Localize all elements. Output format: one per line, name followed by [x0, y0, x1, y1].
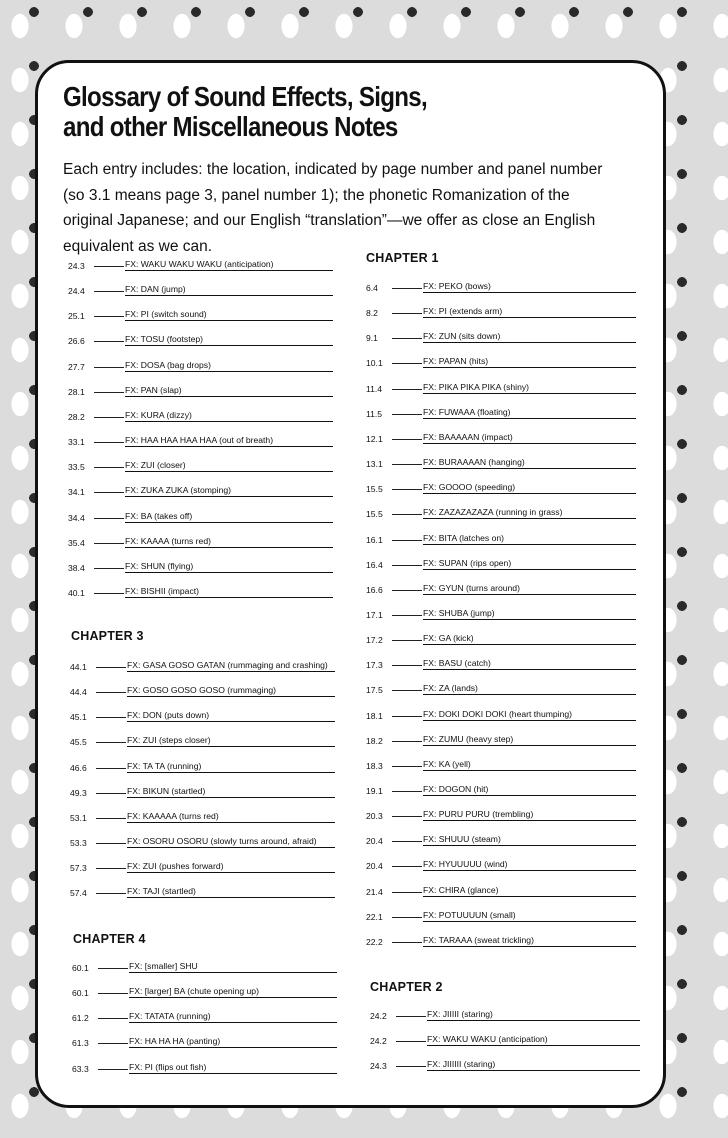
- entry-sound-effect: FX: ZA (lands): [423, 683, 636, 695]
- entry-page-ref: 27.7: [68, 361, 85, 372]
- glossary-entry: [366, 881, 636, 897]
- entry-leader-line: [94, 291, 124, 292]
- entry-sound-effect: FX: TAJI (startled): [127, 886, 335, 898]
- entry-leader-line: [94, 518, 124, 519]
- entry-page-ref: 20.4: [366, 836, 383, 847]
- glossary-entry: [366, 503, 636, 519]
- entry-page-ref: 13.1: [366, 459, 383, 470]
- entry-page-ref: 38.4: [68, 562, 85, 573]
- entry-sound-effect: FX: DOSA (bag drops): [125, 360, 333, 372]
- entry-leader-line: [98, 993, 128, 994]
- entry-sound-effect: FX: PI (extends arm): [423, 306, 636, 318]
- glossary-entry: [68, 356, 333, 372]
- entry-page-ref: 12.1: [366, 433, 383, 444]
- entry-leader-line: [392, 414, 422, 415]
- entry-page-ref: 15.5: [366, 484, 383, 495]
- entry-sound-effect: FX: ZUMU (heavy step): [423, 734, 636, 746]
- entry-page-ref: 18.2: [366, 735, 383, 746]
- entry-leader-line: [392, 866, 422, 867]
- entry-page-ref: 28.1: [68, 386, 85, 397]
- entry-sound-effect: FX: BURAAAAN (hanging): [423, 457, 636, 469]
- entry-sound-effect: FX: BA (takes off): [125, 511, 333, 523]
- entry-sound-effect: FX: DON (puts down): [127, 710, 335, 722]
- entry-sound-effect: FX: [smaller] SHU: [129, 961, 337, 973]
- entry-leader-line: [392, 766, 422, 767]
- entry-sound-effect: FX: WAKU WAKU WAKU (anticipation): [125, 259, 333, 271]
- entry-page-ref: 60.1: [72, 988, 89, 999]
- entry-leader-line: [392, 892, 422, 893]
- entry-sound-effect: FX: ZUI (steps closer): [127, 735, 335, 747]
- glossary-entry: [70, 832, 335, 848]
- entry-leader-line: [94, 266, 124, 267]
- entry-leader-line: [94, 367, 124, 368]
- entry-page-ref: 53.3: [70, 838, 87, 849]
- entry-page-ref: 9.1: [366, 333, 378, 344]
- glossary-entry: [68, 406, 333, 422]
- glossary-entry: [70, 706, 335, 722]
- entry-sound-effect: FX: SHUN (flying): [125, 561, 333, 573]
- entry-leader-line: [96, 893, 126, 894]
- entry-sound-effect: FX: DAN (jump): [125, 284, 333, 296]
- entry-sound-effect: FX: DOGON (hit): [423, 784, 636, 796]
- entry-leader-line: [94, 568, 124, 569]
- entry-sound-effect: FX: GASA GOSO GATAN (rummaging and crashing): [127, 660, 335, 672]
- entry-leader-line: [392, 590, 422, 591]
- entry-leader-line: [96, 818, 126, 819]
- entry-leader-line: [94, 316, 124, 317]
- entry-sound-effect: FX: PI (switch sound): [125, 309, 333, 321]
- entry-page-ref: 24.4: [68, 286, 85, 297]
- glossary-entry: [68, 330, 333, 346]
- glossary-entry: [366, 780, 636, 796]
- entry-page-ref: 28.2: [68, 411, 85, 422]
- entry-leader-line: [392, 816, 422, 817]
- entry-leader-line: [392, 363, 422, 364]
- entry-page-ref: 63.3: [72, 1063, 89, 1074]
- entry-sound-effect: FX: [larger] BA (chute opening up): [129, 986, 337, 998]
- entry-leader-line: [94, 392, 124, 393]
- entry-page-ref: 34.1: [68, 487, 85, 498]
- entry-sound-effect: FX: DOKI DOKI DOKI (heart thumping): [423, 709, 636, 721]
- entry-page-ref: 46.6: [70, 762, 87, 773]
- glossary-entry: [366, 830, 636, 846]
- entry-sound-effect: FX: PURU PURU (trembling): [423, 809, 636, 821]
- entry-leader-line: [98, 968, 128, 969]
- glossary-entry: [366, 629, 636, 645]
- entry-page-ref: 26.6: [68, 336, 85, 347]
- glossary-entry: [68, 582, 333, 598]
- entry-leader-line: [396, 1041, 426, 1042]
- entry-page-ref: 53.1: [70, 812, 87, 823]
- entry-leader-line: [94, 593, 124, 594]
- entry-page-ref: 33.5: [68, 462, 85, 473]
- glossary-entry: [370, 1030, 640, 1046]
- glossary-entry: [366, 453, 636, 469]
- entry-sound-effect: FX: BISHII (impact): [125, 586, 333, 598]
- glossary-entry: [68, 507, 333, 523]
- entry-leader-line: [392, 489, 422, 490]
- entry-leader-line: [392, 338, 422, 339]
- entry-sound-effect: FX: KAAAA (turns red): [125, 536, 333, 548]
- entry-page-ref: 18.3: [366, 760, 383, 771]
- entry-page-ref: 35.4: [68, 537, 85, 548]
- glossary-entry: [366, 529, 636, 545]
- glossary-entry: [366, 403, 636, 419]
- title-line-2: and other Miscellaneous Notes: [63, 111, 398, 142]
- glossary-entry: [68, 280, 333, 296]
- entry-leader-line: [392, 942, 422, 943]
- entry-leader-line: [96, 868, 126, 869]
- entry-leader-line: [98, 1043, 128, 1044]
- entry-sound-effect: FX: PAN (slap): [125, 385, 333, 397]
- entry-leader-line: [96, 768, 126, 769]
- entry-sound-effect: FX: BAAAAAN (impact): [423, 432, 636, 444]
- entry-sound-effect: FX: PEKO (bows): [423, 281, 636, 293]
- glossary-entry: [70, 731, 335, 747]
- entry-sound-effect: FX: KURA (dizzy): [125, 410, 333, 422]
- entry-leader-line: [94, 417, 124, 418]
- entry-page-ref: 61.3: [72, 1038, 89, 1049]
- entry-page-ref: 10.1: [366, 358, 383, 369]
- entry-page-ref: 17.3: [366, 660, 383, 671]
- glossary-entry: [72, 1007, 337, 1023]
- entry-sound-effect: FX: BITA (latches on): [423, 533, 636, 545]
- entry-page-ref: 60.1: [72, 963, 89, 973]
- entry-page-ref: 44.4: [70, 687, 87, 698]
- entry-leader-line: [392, 640, 422, 641]
- entry-sound-effect: FX: JIIIII (staring): [427, 1009, 640, 1021]
- entry-leader-line: [392, 841, 422, 842]
- glossary-entry: [366, 604, 636, 620]
- entry-page-ref: 33.1: [68, 437, 85, 448]
- glossary-entry: [366, 277, 636, 293]
- entry-leader-line: [94, 467, 124, 468]
- title-line-1: Glossary of Sound Effects, Signs,: [63, 81, 427, 112]
- entry-leader-line: [96, 793, 126, 794]
- glossary-entry: [72, 1032, 337, 1048]
- entry-page-ref: 8.2: [366, 308, 378, 319]
- glossary-entry: [366, 554, 636, 570]
- entry-sound-effect: FX: HA HA HA (panting): [129, 1036, 337, 1048]
- entry-page-ref: 16.1: [366, 534, 383, 545]
- glossary-entry: [366, 654, 636, 670]
- chapter-4-heading: CHAPTER 4: [73, 932, 146, 946]
- entry-page-ref: 24.2: [370, 1036, 387, 1047]
- entry-sound-effect: FX: HYUUUUU (wind): [423, 859, 636, 871]
- entry-leader-line: [392, 917, 422, 918]
- entry-leader-line: [392, 565, 422, 566]
- entry-page-ref: 57.4: [70, 888, 87, 899]
- entry-sound-effect: FX: ZUN (sits down): [423, 331, 636, 343]
- glossary-entry: [68, 557, 333, 573]
- entry-page-ref: 20.4: [366, 861, 383, 872]
- glossary-entry: [68, 431, 333, 447]
- entry-leader-line: [98, 1069, 128, 1070]
- entry-leader-line: [96, 717, 126, 718]
- glossary-entry: [68, 456, 333, 472]
- entry-leader-line: [96, 742, 126, 743]
- entry-sound-effect: FX: SHUUU (steam): [423, 834, 636, 846]
- entry-leader-line: [94, 442, 124, 443]
- glossary-entry: [68, 255, 333, 271]
- entry-leader-line: [94, 543, 124, 544]
- entry-sound-effect: FX: TOSU (footstep): [125, 334, 333, 346]
- page-title: [63, 82, 562, 142]
- entry-page-ref: 45.1: [70, 712, 87, 723]
- entry-leader-line: [392, 464, 422, 465]
- glossary-entry: [366, 931, 636, 947]
- entry-leader-line: [392, 288, 422, 289]
- entry-page-ref: 17.1: [366, 609, 383, 620]
- entry-leader-line: [392, 665, 422, 666]
- entry-leader-line: [392, 741, 422, 742]
- entry-sound-effect: FX: KA (yell): [423, 759, 636, 771]
- glossary-entry: [72, 957, 337, 973]
- entry-page-ref: 22.2: [366, 936, 383, 947]
- entry-sound-effect: FX: OSORU OSORU (slowly turns around, afraid): [127, 836, 335, 848]
- glossary-entry: [70, 857, 335, 873]
- entry-sound-effect: FX: SHUBA (jump): [423, 608, 636, 620]
- entry-sound-effect: FX: ZUI (closer): [125, 460, 333, 472]
- entry-sound-effect: FX: TARAAA (sweat trickling): [423, 935, 636, 947]
- glossary-entry: [366, 378, 636, 394]
- glossary-entry: [366, 755, 636, 771]
- entry-page-ref: 17.5: [366, 685, 383, 696]
- glossary-entry: [366, 705, 636, 721]
- glossary-entry: [68, 481, 333, 497]
- entry-page-ref: 11.4: [366, 383, 383, 394]
- entry-sound-effect: FX: HAA HAA HAA HAA (out of breath): [125, 435, 333, 447]
- entry-sound-effect: FX: TA TA (running): [127, 761, 335, 773]
- glossary-entry: [366, 805, 636, 821]
- entry-leader-line: [94, 341, 124, 342]
- entry-sound-effect: FX: BIKUN (startled): [127, 786, 335, 798]
- glossary-entry: [68, 381, 333, 397]
- entry-sound-effect: FX: KAAAAA (turns red): [127, 811, 335, 823]
- entry-sound-effect: FX: GA (kick): [423, 633, 636, 645]
- entry-page-ref: 45.5: [70, 737, 87, 748]
- entry-page-ref: 24.3: [68, 261, 85, 271]
- entry-leader-line: [392, 439, 422, 440]
- entry-page-ref: 11.5: [366, 408, 383, 419]
- entry-leader-line: [392, 514, 422, 515]
- glossary-entry: [366, 327, 636, 343]
- glossary-entry: [68, 305, 333, 321]
- glossary-entry: [366, 679, 636, 695]
- entry-page-ref: 61.2: [72, 1013, 89, 1024]
- entry-sound-effect: FX: GOOOO (speeding): [423, 482, 636, 494]
- entry-leader-line: [94, 492, 124, 493]
- entry-page-ref: 15.5: [366, 509, 383, 520]
- entry-page-ref: 6.4: [366, 283, 378, 293]
- entry-sound-effect: FX: GYUN (turns around): [423, 583, 636, 595]
- entry-page-ref: 20.3: [366, 811, 383, 822]
- entry-sound-effect: FX: CHIRA (glance): [423, 885, 636, 897]
- entry-page-ref: 49.3: [70, 787, 87, 798]
- entry-page-ref: 17.2: [366, 635, 383, 646]
- chapter-2-heading: CHAPTER 2: [370, 980, 443, 994]
- entry-page-ref: 18.1: [366, 710, 383, 721]
- glossary-entry: [366, 855, 636, 871]
- glossary-entry: [366, 428, 636, 444]
- entry-sound-effect: FX: ZUI (pushes forward): [127, 861, 335, 873]
- entry-leader-line: [392, 716, 422, 717]
- entry-sound-effect: FX: ZUKA ZUKA (stomping): [125, 485, 333, 497]
- entry-sound-effect: FX: FUWAAA (floating): [423, 407, 636, 419]
- entry-leader-line: [392, 791, 422, 792]
- entry-sound-effect: FX: TATATA (running): [129, 1011, 337, 1023]
- glossary-entry: [70, 782, 335, 798]
- entry-leader-line: [396, 1066, 426, 1067]
- entry-leader-line: [96, 692, 126, 693]
- glossary-entry: [70, 882, 335, 898]
- glossary-entry: [366, 302, 636, 318]
- entry-leader-line: [392, 540, 422, 541]
- entry-leader-line: [96, 843, 126, 844]
- entry-leader-line: [392, 313, 422, 314]
- entry-sound-effect: FX: JIIIIII (staring): [427, 1059, 640, 1071]
- chapter-1-heading: CHAPTER 1: [366, 251, 439, 265]
- entry-leader-line: [98, 1018, 128, 1019]
- intro-paragraph: Each entry includes: the location, indicated by page number and panel number (so 3.1 means page 3, panel number 1); the phonetic Romanization of the original Japanese; and our English “translation”—we offer as close an English equivalent as we can.: [63, 161, 603, 255]
- glossary-entry: [68, 532, 333, 548]
- entry-sound-effect: FX: BASU (catch): [423, 658, 636, 670]
- entry-page-ref: 25.1: [68, 311, 85, 322]
- entry-page-ref: 34.4: [68, 512, 85, 523]
- entry-sound-effect: FX: GOSO GOSO GOSO (rummaging): [127, 685, 335, 697]
- entry-sound-effect: FX: WAKU WAKU (anticipation): [427, 1034, 640, 1046]
- entry-page-ref: 16.4: [366, 559, 383, 570]
- entry-page-ref: 19.1: [366, 786, 383, 796]
- entry-sound-effect: FX: SUPAN (rips open): [423, 558, 636, 570]
- glossary-entry: [366, 352, 636, 368]
- glossary-entry: [72, 1058, 337, 1074]
- entry-page-ref: 57.3: [70, 863, 87, 874]
- entry-page-ref: 44.1: [70, 662, 87, 672]
- glossary-entry: [370, 1055, 640, 1071]
- glossary-entry: [72, 982, 337, 998]
- entry-page-ref: 24.2: [370, 1011, 387, 1021]
- glossary-entry: [70, 681, 335, 697]
- entry-leader-line: [396, 1016, 426, 1017]
- glossary-entry: [70, 656, 335, 672]
- glossary-entry: [70, 807, 335, 823]
- entry-page-ref: 16.6: [366, 584, 383, 595]
- entry-page-ref: 21.4: [366, 886, 383, 897]
- entry-leader-line: [392, 690, 422, 691]
- entry-leader-line: [392, 389, 422, 390]
- entry-page-ref: 22.1: [366, 911, 383, 922]
- entry-page-ref: 24.3: [370, 1061, 387, 1072]
- entry-sound-effect: FX: PIKA PIKA PIKA (shiny): [423, 382, 636, 394]
- entry-sound-effect: FX: ZAZAZAZAZA (running in grass): [423, 507, 636, 519]
- glossary-entry: [370, 1005, 640, 1021]
- entry-leader-line: [96, 667, 126, 668]
- glossary-entry: [366, 730, 636, 746]
- glossary-entry: [70, 757, 335, 773]
- entry-sound-effect: FX: PAPAN (hits): [423, 356, 636, 368]
- glossary-entry: [366, 478, 636, 494]
- entry-leader-line: [392, 615, 422, 616]
- entry-sound-effect: FX: PI (flips out fish): [129, 1062, 337, 1074]
- entry-page-ref: 40.1: [68, 587, 85, 598]
- entry-sound-effect: FX: POTUUUUN (small): [423, 910, 636, 922]
- glossary-entry: [366, 906, 636, 922]
- glossary-entry: [366, 579, 636, 595]
- chapter-3-heading: CHAPTER 3: [71, 629, 144, 643]
